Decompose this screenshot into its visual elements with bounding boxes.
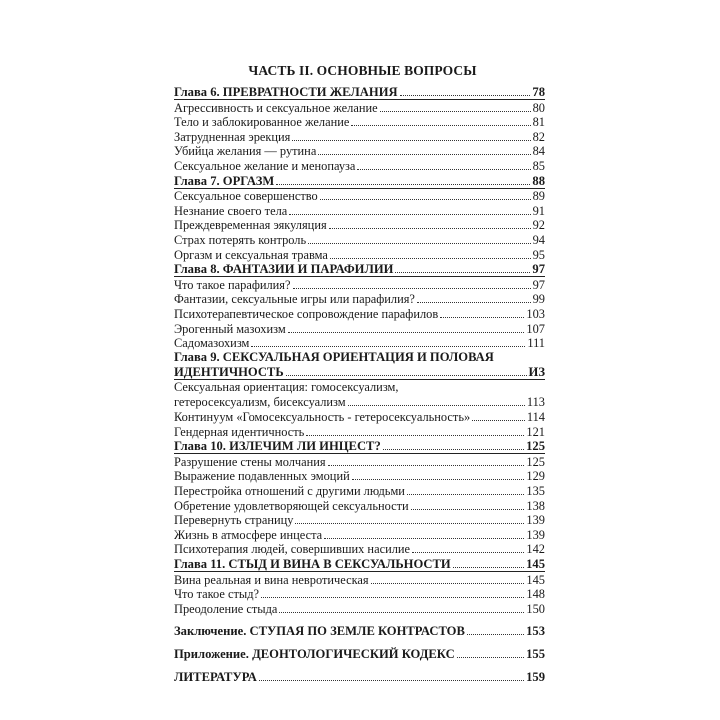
dot-leader (453, 567, 524, 568)
chapter-title-line: Глава 9. СЕКСУАЛЬНАЯ ОРИЕНТАЦИЯ И ПОЛОВАЯ (174, 350, 494, 365)
entry-title: Континуум «Гомосексуальность - гетеросексуальность» (174, 410, 471, 425)
dot-leader (251, 346, 525, 347)
dot-leader (288, 332, 525, 333)
page-number: 142 (526, 542, 545, 557)
table-of-contents (174, 61, 545, 684)
page-number: 92 (532, 218, 545, 233)
chapter-title-line (174, 365, 545, 380)
chapter-title-line-end: ИДЕНТИЧНОСТЬ (174, 364, 284, 379)
entry-title-line (174, 395, 545, 410)
chapter-title: Глава 7. ОРГАЗМ (174, 173, 275, 188)
dot-leader (292, 140, 530, 141)
toc-entry (174, 483, 545, 498)
page-number: 97 (532, 277, 545, 292)
entry-title: Затрудненная эрекция (174, 129, 291, 144)
entry-title: Сексуальное желание и менопауза (174, 158, 356, 173)
page-number: 155 (526, 646, 545, 661)
entry-title: Обретение удовлетворяющей сексуальности (174, 498, 409, 513)
dot-leader (371, 583, 525, 584)
page-number: 148 (526, 587, 545, 602)
toc-entry (174, 601, 545, 616)
dot-leader (261, 597, 524, 598)
chapter-title: Глава 8. ФАНТАЗИИ И ПАРАФИЛИИ (174, 262, 394, 277)
page-number: 125 (526, 454, 545, 469)
dot-leader (279, 612, 524, 613)
dot-leader (329, 228, 531, 229)
chapter-heading (174, 262, 545, 277)
entry-title-line-end: гетеросексуализм, бисексуализм (174, 394, 346, 409)
chapter-title: Глава 10. ИЗЛЕЧИМ ЛИ ИНЦЕСТ? (174, 439, 381, 454)
dot-leader (259, 680, 524, 681)
dot-leader (293, 288, 531, 289)
dot-leader (286, 375, 527, 376)
entry-title: Убийца желания — рутина (174, 144, 317, 159)
dot-leader (412, 552, 524, 553)
entry-title: Гендерная идентичность (174, 424, 305, 439)
entry-title: Преждевременная эякуляция (174, 218, 327, 233)
page-number: ИЗ (528, 364, 545, 379)
conclusion-entry (174, 624, 545, 639)
dot-leader (320, 199, 531, 200)
dot-leader (308, 243, 530, 244)
page-number: 99 (532, 292, 545, 307)
entry-title: Психотерапия людей, совершивших насилие (174, 542, 411, 557)
toc-entry (174, 115, 545, 130)
entry-title: Агрессивность и сексуальное желание (174, 100, 378, 115)
dot-leader (306, 435, 524, 436)
entry-title: Оргазм и сексуальная травма (174, 247, 328, 262)
toc-entry (174, 424, 545, 439)
entry-title: Выражение подавленных эмоций (174, 469, 350, 484)
entry-label: Заключение. (174, 624, 247, 639)
page-number: 145 (526, 572, 545, 587)
entry-title: Психотерапевтическое сопровождение парафилов (174, 306, 439, 321)
toc-entry (174, 306, 545, 321)
page-number: 88 (532, 173, 545, 188)
page-number: 145 (526, 557, 545, 571)
entry-title: Перевернуть страницу (174, 513, 294, 528)
page-number: 150 (526, 601, 545, 616)
dot-leader (324, 538, 524, 539)
chapter-heading (174, 173, 545, 188)
toc-entry (174, 100, 545, 115)
toc-entry (174, 321, 545, 336)
page-number: 103 (526, 306, 545, 321)
dot-leader (357, 169, 530, 170)
entry-title: Разрушение стены молчания (174, 454, 326, 469)
chapter-heading (174, 439, 545, 454)
toc-entry (174, 380, 545, 409)
toc-entry (174, 469, 545, 484)
page-number: 78 (532, 85, 545, 99)
appendix-entry (174, 646, 545, 661)
page-number: 138 (526, 498, 545, 513)
page-number: 91 (532, 203, 545, 218)
dot-leader (351, 125, 530, 126)
toc-entry (174, 218, 545, 233)
dot-leader (276, 184, 530, 185)
dot-leader (411, 509, 525, 510)
toc-entry (174, 247, 545, 262)
toc-entry (174, 572, 545, 587)
page-number: 111 (527, 336, 545, 351)
dot-leader (440, 317, 524, 318)
page-number: 153 (526, 624, 545, 639)
entry-title: Жизнь в атмосфере инцеста (174, 527, 323, 542)
dot-leader (318, 154, 530, 155)
entry-title: ЛИТЕРАТУРА (174, 669, 257, 684)
dot-leader (383, 449, 524, 450)
dot-leader (395, 272, 530, 273)
chapter-heading (174, 350, 545, 379)
page-number: 139 (526, 513, 545, 528)
entry-name: ДЕОНТОЛОГИЧЕСКИЙ КОДЕКС (252, 646, 455, 661)
entry-title (174, 624, 465, 638)
dot-leader (295, 523, 524, 524)
entry-title: Эрогенный мазохизм (174, 321, 286, 336)
toc-entry (174, 144, 545, 159)
page-number: 129 (526, 469, 545, 484)
bibliography-entry (174, 669, 545, 684)
toc-entry (174, 527, 545, 542)
entry-title: Вина реальная и вина невротическая (174, 572, 369, 587)
dot-leader (400, 95, 531, 96)
entry-title: Преодоление стыда (174, 601, 278, 616)
page-number: 121 (526, 424, 545, 439)
dot-leader (407, 494, 524, 495)
toc-entry (174, 498, 545, 513)
toc-entry (174, 587, 545, 602)
page-number: 97 (532, 262, 545, 277)
page-number: 107 (526, 321, 545, 336)
page-number: 81 (532, 115, 545, 130)
entry-title: Незнание своего тела (174, 203, 288, 218)
dot-leader (330, 258, 531, 259)
page-number: 89 (532, 189, 545, 204)
page-number: 84 (532, 144, 545, 159)
page-number: 139 (526, 527, 545, 542)
toc-entry (174, 336, 545, 351)
chapter-heading (174, 556, 545, 571)
dot-leader (467, 634, 524, 635)
page-number: 114 (526, 410, 545, 425)
page-number: 94 (532, 232, 545, 247)
dot-leader (348, 405, 525, 406)
entry-title: Тело и заблокированное желание (174, 115, 350, 130)
page-number: 135 (526, 484, 545, 499)
part-title: ЧАСТЬ II. ОСНОВНЫЕ ВОПРОСЫ (248, 63, 477, 78)
toc-entry (174, 454, 545, 469)
toc-entry (174, 292, 545, 307)
page-number: 95 (532, 247, 545, 262)
dot-leader (328, 465, 525, 466)
page-number: 80 (532, 100, 545, 115)
entry-title: Фантазии, сексуальные игры или парафилия? (174, 292, 415, 307)
entry-title: Перестройка отношений с другими людьми (174, 484, 405, 499)
chapter-title: Глава 11. СТЫД И ВИНА В СЕКСУАЛЬНОСТИ (174, 557, 451, 571)
entry-title-line: Сексуальная ориентация: гомосексуализм, (174, 380, 399, 395)
entry-name: СТУПАЯ ПО ЗЕМЛЕ КОНТРАСТОВ (249, 624, 465, 639)
entry-title: Что такое парафилия? (174, 277, 291, 292)
dot-leader (457, 657, 524, 658)
entry-label: Приложение. (174, 646, 249, 661)
page-number: 85 (532, 158, 545, 173)
dot-leader (380, 111, 531, 112)
entry-title: Страх потерять контроль (174, 232, 307, 247)
toc-entry (174, 542, 545, 557)
page-number: 113 (526, 394, 545, 409)
entry-title (174, 647, 455, 661)
toc-entry (174, 409, 545, 424)
page-number: 125 (526, 439, 545, 454)
toc-entry (174, 232, 545, 247)
page-number: 82 (532, 129, 545, 144)
toc-entry (174, 513, 545, 528)
dot-leader (352, 479, 525, 480)
toc-entry (174, 158, 545, 173)
entry-title: Что такое стыд? (174, 587, 260, 602)
toc-entry (174, 277, 545, 292)
toc-entry (174, 189, 545, 204)
chapter-heading (174, 83, 545, 99)
entry-title: Садомазохизм (174, 336, 250, 351)
toc-entry (174, 203, 545, 218)
dot-leader (289, 214, 530, 215)
dot-leader (472, 420, 525, 421)
chapter-title: Глава 6. ПРЕВРАТНОСТИ ЖЕЛАНИЯ (174, 85, 398, 99)
dot-leader (417, 302, 531, 303)
page-number: 159 (526, 669, 545, 684)
entry-title: Сексуальное совершенство (174, 189, 318, 204)
toc-entry (174, 129, 545, 144)
